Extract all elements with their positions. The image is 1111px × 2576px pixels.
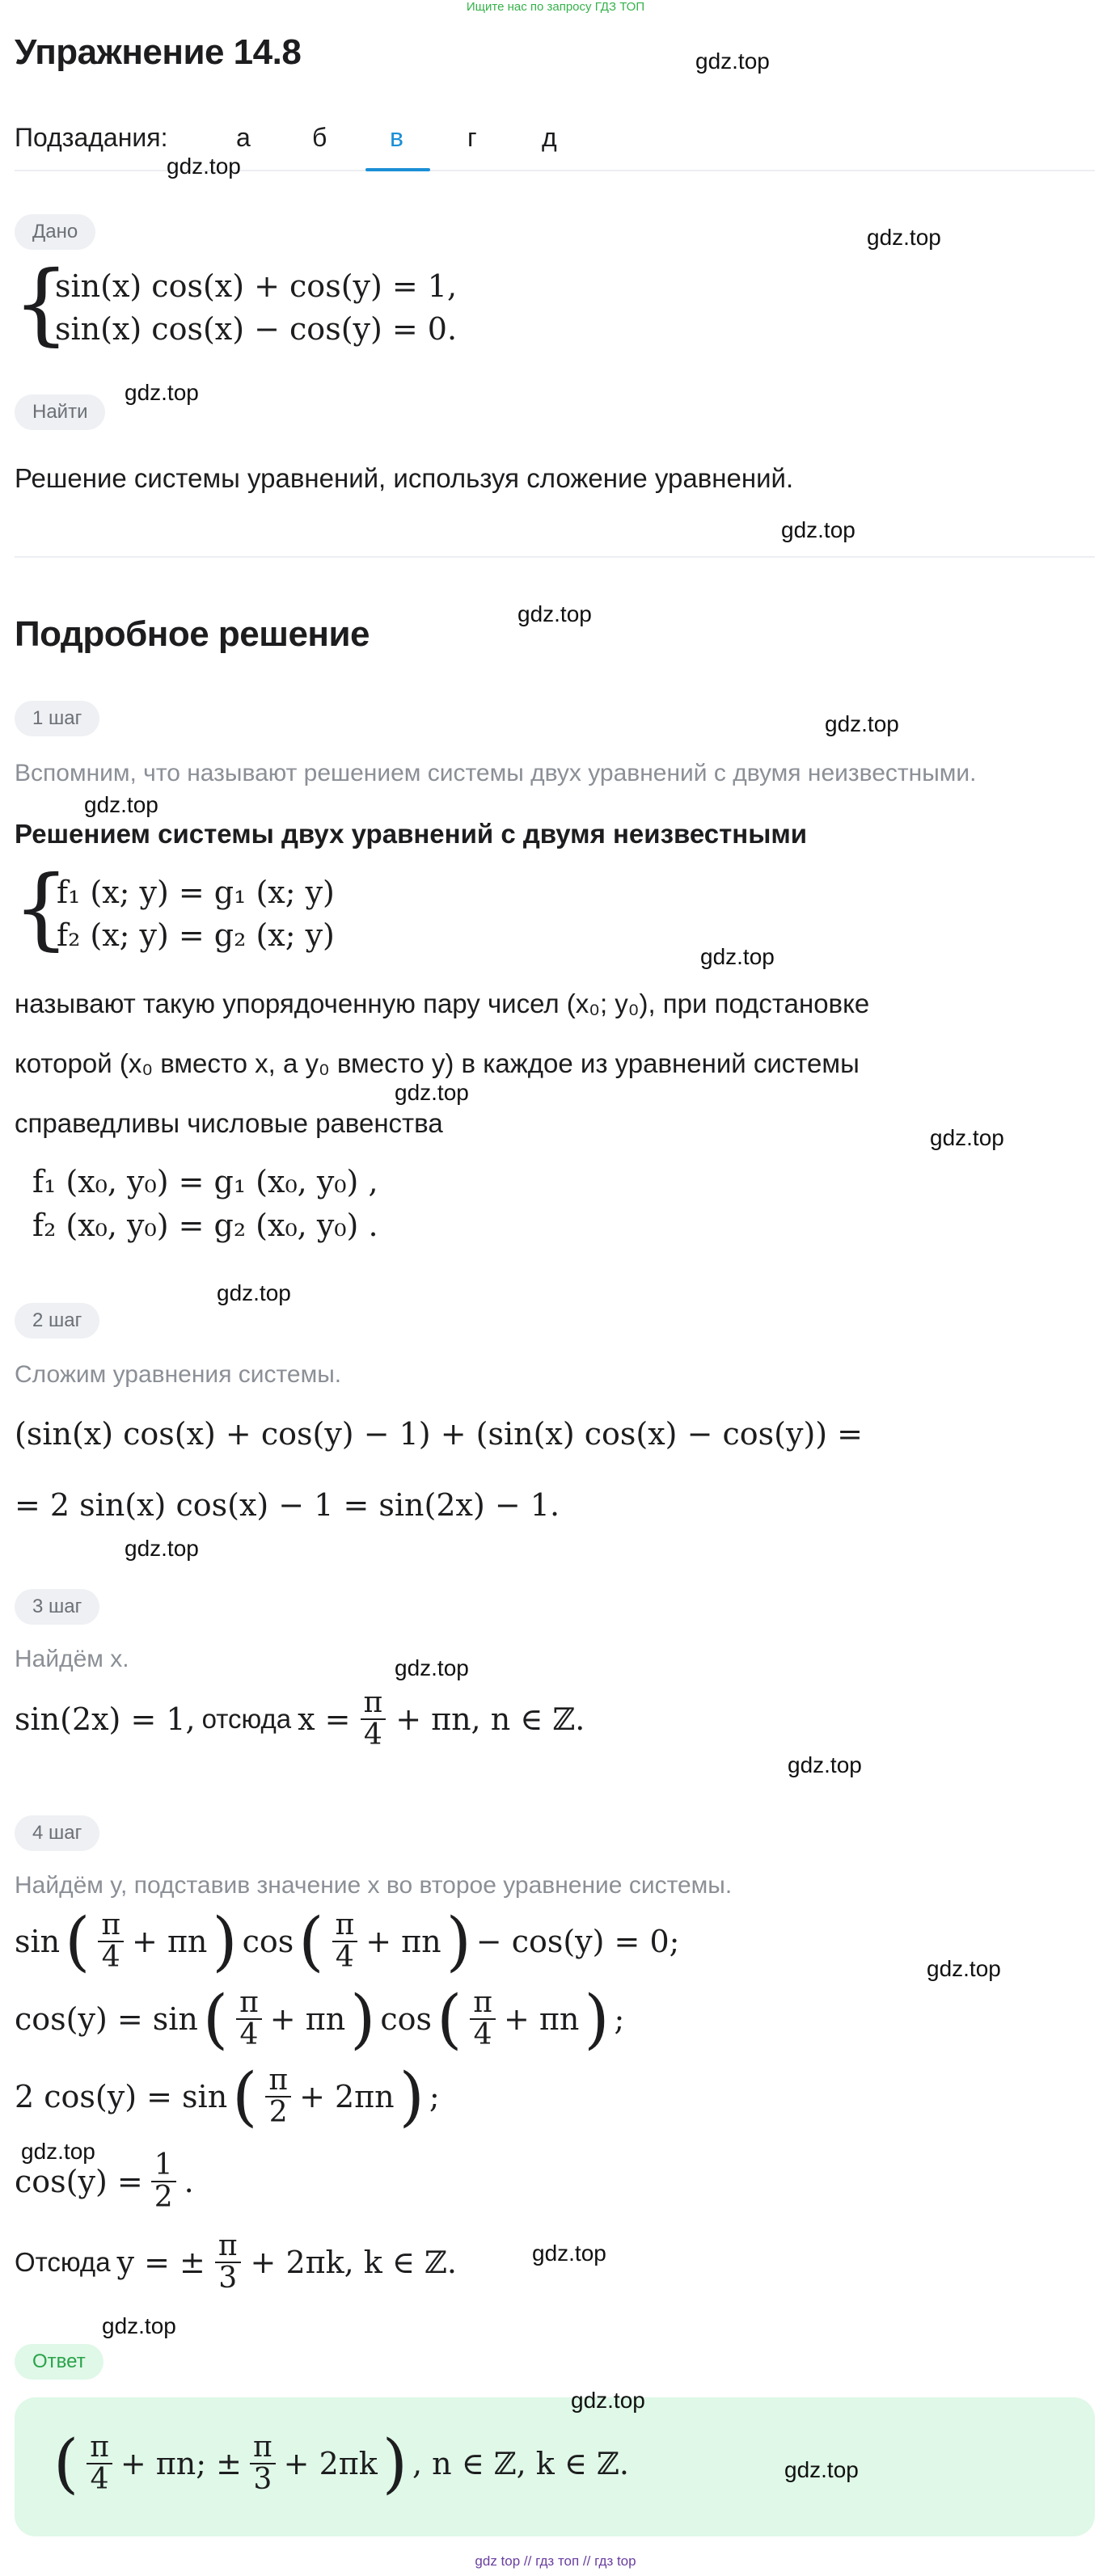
step2-eq2: = 2 sin(x) cos(x) − 1 = sin(2x) − 1. [15, 1487, 560, 1523]
step1-pill: 1 шаг [15, 701, 99, 736]
l4-a: cos(y) = [15, 2163, 143, 2199]
step1-line3: справедливы числовые равенства [15, 1108, 443, 1138]
frac-den: 4 [335, 1941, 354, 1974]
frac-num: π [98, 1910, 124, 1942]
frac-den: 3 [218, 2261, 238, 2295]
watermark: gdz.top [867, 225, 941, 250]
section-divider [15, 556, 1095, 558]
paren-open: ( [53, 2426, 79, 2501]
step3-frac-den: 4 [363, 1718, 382, 1752]
paren-close: ) [446, 1904, 471, 1979]
l5-word: Отсюда [15, 2246, 111, 2277]
l5-b: + 2πk, k ∈ ℤ. [250, 2244, 457, 2280]
find-text: Решение системы уравнений, используя сложение уравнений. [15, 463, 794, 493]
step4-intro: Найдём y, подставив значение x во второе уравнение системы. [15, 1872, 733, 1899]
watermark: gdz.top [125, 380, 199, 405]
answer-part1: + πn; ± [120, 2446, 242, 2481]
l1-e: − cos(y) = 0; [475, 1924, 680, 1959]
answer-pill: Ответ [15, 2344, 103, 2380]
active-tab-underline [365, 168, 430, 171]
given-brace: { [13, 251, 70, 355]
watermark: gdz.top [21, 2139, 95, 2164]
frac-num: π [332, 1910, 358, 1942]
paren-close: ) [584, 1981, 610, 2056]
watermark: gdz.top [125, 1536, 199, 1561]
paren-open: ( [298, 1904, 324, 1979]
watermark: gdz.top [571, 2388, 645, 2413]
frac-num: π [215, 2231, 241, 2263]
step1-line2: которой (x₀ вместо x, а y₀ вместо y) в каждое из уравнений системы [15, 1048, 860, 1078]
tab-b[interactable]: б [312, 123, 327, 152]
given-eq2: sin(x) cos(x) − cos(y) = 0. [55, 311, 458, 347]
step1-line1: называют такую упорядоченную пару чисел (x₀; y₀), при подстановке [15, 989, 870, 1018]
frac-den: 2 [268, 2096, 288, 2129]
step4-line3 [15, 2059, 440, 2134]
l2-e: ; [614, 2001, 625, 2037]
step3-eq-word: отсюда [201, 1703, 292, 1734]
watermark: gdz.top [695, 48, 770, 74]
paren-close: ) [399, 2059, 425, 2134]
l2-d: + πn [503, 2001, 580, 2037]
step1-definition: Решением системы двух уравнений с двумя неизвестными [15, 819, 808, 849]
watermark: gdz.top [102, 2313, 176, 2338]
answer-tail: , n ∈ ℤ, k ∈ ℤ. [412, 2446, 629, 2481]
l2-frac1 [236, 1988, 262, 2051]
frac-num: π [265, 2065, 291, 2097]
solution-title: Подробное решение [15, 614, 370, 654]
tab-g[interactable]: г [467, 123, 477, 152]
frac-den: 4 [239, 2018, 259, 2051]
frac-num: π [470, 1988, 496, 2020]
step3-eq-left: sin(2x) = 1, [15, 1701, 196, 1737]
frac-den: 3 [253, 2463, 272, 2496]
step3-pill: 3 шаг [15, 1589, 99, 1625]
watermark: gdz.top [825, 711, 899, 736]
step3-frac [361, 1688, 387, 1751]
tab-d[interactable]: д [542, 123, 557, 152]
frac-den: 4 [473, 2018, 492, 2051]
frac-num: π [236, 1988, 262, 2020]
step1-eq1: f₁ (x₀, y₀) = g₁ (x₀, y₀) , [32, 1164, 378, 1199]
frac-den: 4 [90, 2463, 109, 2496]
l3-b: + 2πn [299, 2079, 395, 2114]
l2-a: cos(y) = sin [15, 2001, 198, 2037]
watermark: gdz.top [395, 1080, 469, 1105]
watermark: gdz.top [781, 517, 855, 542]
watermark: gdz.top [927, 1956, 1001, 1981]
watermark: gdz.top [517, 601, 592, 626]
footer-links[interactable]: gdz top // гдз топ // гдз top [475, 2553, 636, 2569]
given-pill: Дано [15, 214, 95, 250]
top-banner: Ищите нас по запросу ГДЗ ТОП [466, 0, 645, 14]
watermark: gdz.top [930, 1125, 1004, 1150]
answer-frac1 [87, 2432, 112, 2495]
l5-frac [215, 2231, 241, 2294]
l4-e: . [184, 2163, 194, 2199]
step4-line5 [15, 2231, 457, 2294]
step1-brace: { [13, 856, 70, 959]
l1-frac2 [332, 1910, 358, 1973]
paren-open: ( [65, 1904, 91, 1979]
step3-eq [15, 1688, 585, 1751]
find-pill: Найти [15, 394, 105, 430]
page-title: Упражнение 14.8 [15, 32, 302, 72]
paren-open: ( [232, 2059, 258, 2134]
l2-frac2 [470, 1988, 496, 2051]
watermark: gdz.top [788, 1752, 862, 1777]
step4-pill: 4 шаг [15, 1815, 99, 1851]
frac-num: π [87, 2432, 112, 2464]
step1-eq2: f₂ (x₀, y₀) = g₂ (x₀, y₀) . [32, 1208, 378, 1243]
step3-frac-num: π [361, 1688, 387, 1720]
watermark: gdz.top [784, 2457, 859, 2482]
step1-intro: Вспомним, что называют решением системы двух уравнений с двумя неизвестными. [15, 760, 977, 786]
frac-den: 2 [154, 2180, 173, 2214]
l2-c: cos [380, 2001, 433, 2037]
paren-close: ) [382, 2426, 408, 2501]
l1-a: sin [15, 1924, 61, 1959]
tab-a[interactable]: а [236, 123, 251, 152]
paren-close: ) [350, 1981, 376, 2056]
watermark: gdz.top [84, 792, 158, 817]
step3-intro: Найдём x. [15, 1646, 129, 1672]
watermark: gdz.top [532, 2241, 606, 2266]
l1-b: + πn [132, 1924, 208, 1959]
paren-close: ) [212, 1904, 238, 1979]
l5-a: y = ± [116, 2244, 205, 2280]
step1-sys2: f₂ (x; y) = g₂ (x; y) [57, 917, 335, 953]
frac-num: 1 [151, 2150, 176, 2182]
step3-eq-tail: + πn, n ∈ ℤ. [395, 1701, 585, 1737]
given-eq1: sin(x) cos(x) + cos(y) = 1, [55, 268, 458, 304]
l1-c: cos [242, 1924, 294, 1959]
step2-pill: 2 шаг [15, 1303, 99, 1339]
frac-den: 4 [101, 1941, 120, 1974]
l1-frac1 [98, 1910, 124, 1973]
step2-intro: Сложим уравнения системы. [15, 1361, 342, 1388]
subtasks-label: Подзадания: [15, 123, 168, 152]
l3-e: ; [429, 2079, 440, 2114]
paren-open: ( [437, 1981, 463, 2056]
l3-a: 2 cos(y) = sin [15, 2079, 228, 2114]
step2-eq1: (sin(x) cos(x) + cos(y) − 1) + (sin(x) cos(x) − cos(y)) = [15, 1416, 864, 1452]
watermark: gdz.top [167, 154, 241, 179]
step1-sys1: f₁ (x; y) = g₁ (x; y) [57, 875, 335, 910]
watermark: gdz.top [700, 944, 775, 969]
step4-line1 [15, 1904, 680, 1979]
tab-v[interactable]: в [390, 123, 403, 152]
answer-part2: + 2πk [283, 2446, 378, 2481]
l4-frac [151, 2150, 176, 2213]
l2-b: + πn [269, 2001, 346, 2037]
watermark: gdz.top [217, 1280, 291, 1305]
frac-num: π [250, 2432, 276, 2464]
l1-d: + πn [365, 1924, 441, 1959]
l3-frac [265, 2065, 291, 2128]
paren-open: ( [202, 1981, 229, 2056]
answer-frac2 [250, 2432, 276, 2495]
step4-line2 [15, 1981, 625, 2056]
step3-eq-x: x = [298, 1701, 351, 1737]
watermark: gdz.top [395, 1655, 469, 1680]
answer-expression [53, 2426, 629, 2501]
